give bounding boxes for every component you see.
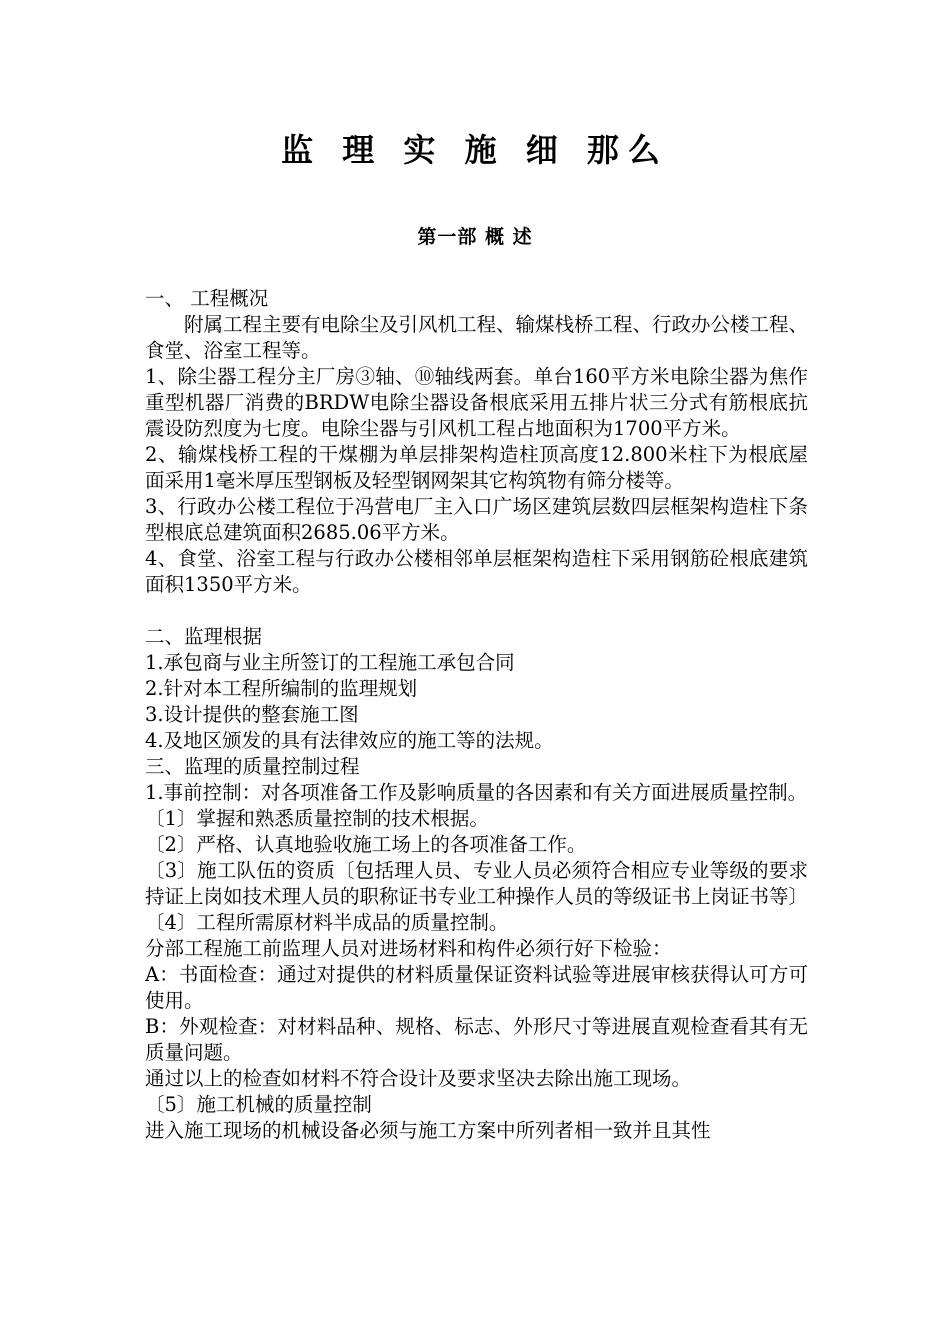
list-item: 〔2〕严格、认真地验收施工场上的各项准备工作。 bbox=[145, 833, 587, 856]
list-item: 〔4〕工程所需原材料半成品的质量控制。 bbox=[145, 911, 509, 934]
list-item: 〔1〕掌握和熟悉质量控制的技术根据。 bbox=[145, 807, 489, 830]
paragraph: 通过以上的检查如材料不符合设计及要求坚决去除出施工现场。 bbox=[145, 1067, 692, 1090]
list-item: 〔5〕施工机械的质量控制 bbox=[145, 1093, 372, 1116]
section-heading: 二、监理根据 bbox=[145, 625, 263, 648]
paragraph: 4、食堂、浴室工程与行政办公楼相邻单层框架构造柱下采用钢筋砼根底建筑面积1350平方米。 bbox=[145, 547, 808, 596]
list-item: 2.针对本工程所编制的监理规划 bbox=[145, 677, 418, 700]
paragraph: B：外观检查：对材料品种、规格、标志、外形尺寸等进展直观检查看其有无质量问题。 bbox=[145, 1015, 808, 1064]
paragraph: 分部工程施工前监理人员对进场材料和构件必须行好下检验： bbox=[145, 937, 672, 960]
paragraph: 1.事前控制：对各项准备工作及影响质量的各因素和有关方面进展质量控制。 bbox=[145, 781, 808, 804]
document-title: 监 理 实 施 细 那么 bbox=[281, 131, 669, 169]
list-item: 〔3〕施工队伍的资质〔包括理人员、专业人员必须符合相应专业等级的要求持证上岗如技术理人员的职称证书专业工种操作人员的等级证书上岗证书等〕 bbox=[145, 859, 809, 908]
part-title: 第一部 概 述 bbox=[417, 226, 533, 248]
list-item: 4.及地区颁发的具有法律效应的施工等的法规。 bbox=[145, 729, 554, 752]
paragraph: 附属工程主要有电除尘及引风机工程、输煤栈桥工程、行政办公楼工程、食堂、浴室工程等。 bbox=[145, 313, 809, 362]
paragraph: A：书面检查：通过对提供的材料质量保证资料试验等进展审核获得认可方可使用。 bbox=[145, 963, 808, 1012]
section-heading: 一、 工程概况 bbox=[145, 287, 269, 310]
paragraph: 2、输煤栈桥工程的干煤棚为单层排架构造柱顶高度12.800米柱下为根底屋面采用1毫米厚压型钢板及轻型钢网架其它构筑物有筛分楼等。 bbox=[145, 443, 808, 492]
paragraph: 进入施工现场的机械设备必须与施工方案中所列者相一致并且其性 bbox=[145, 1119, 711, 1142]
paragraph: 1、除尘器工程分主厂房③轴、⑩轴线两套。单台160平方米电除尘器为焦作重型机器厂消费的BRDW电除尘器设备根底采用五排片状三分式有筋根底抗震设防烈度为七度。电除尘器与引风机工程占地面积为1700平方米。 bbox=[145, 365, 808, 440]
list-item: 1.承包商与业主所签订的工程施工承包合同 bbox=[145, 651, 515, 674]
paragraph: 3、行政办公楼工程位于冯营电厂主入口广场区建筑层数四层框架构造柱下条型根底总建筑面积2685.06平方米。 bbox=[145, 495, 808, 544]
blank-line bbox=[145, 598, 808, 624]
list-item: 3.设计提供的整套施工图 bbox=[145, 703, 359, 726]
section-heading: 三、监理的质量控制过程 bbox=[145, 755, 360, 778]
document-body bbox=[145, 286, 808, 1144]
